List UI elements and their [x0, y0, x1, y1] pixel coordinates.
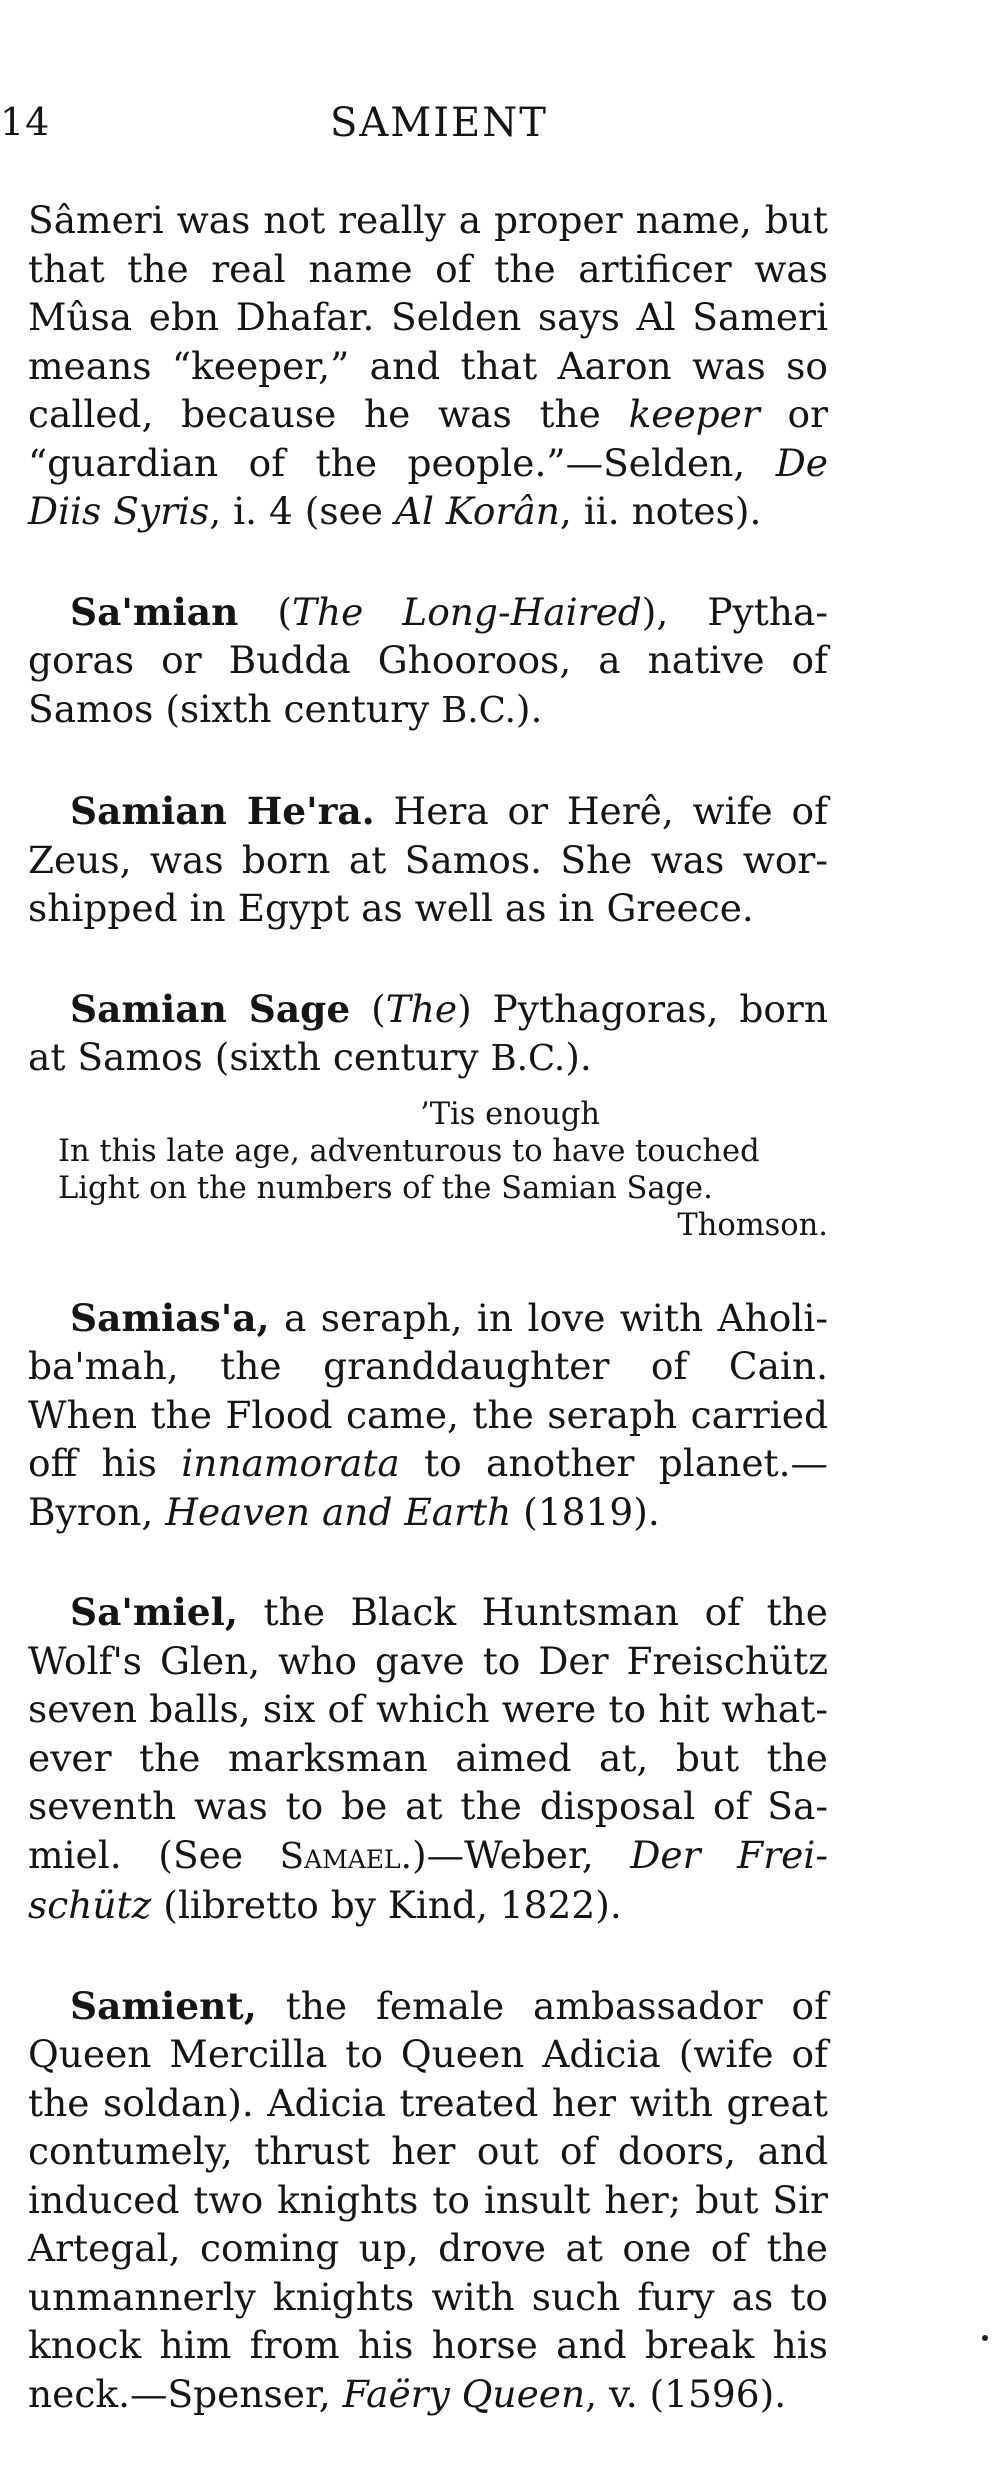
entry-text: )—Weber,: [411, 1832, 631, 1877]
verse-quotation: [58, 1096, 828, 1244]
entry-italic: The: [385, 986, 458, 1031]
entry-samiel: [28, 1588, 828, 1930]
entry-italic: Der Freischütz: [28, 1832, 828, 1927]
entry-headword: Samias'a,: [70, 1295, 270, 1340]
entry-text: ), Pythagoras or Budda Ghooroos, a native of Samos (sixth century: [28, 589, 828, 731]
page-header: [0, 100, 1000, 160]
entry-text: ).: [565, 1035, 592, 1079]
quote-line: In this late age, adventurous to have touched: [58, 1133, 760, 1169]
entry-small-caps: B.C.: [490, 1038, 566, 1079]
entry-text: Hera or Herê, wife of Zeus, was born at Samos. She was worshipped in Egypt as well as in Greece.: [28, 789, 828, 930]
entry-text: the Black Huntsman of the Wolf's Glen, who gave to Der Freischütz seven balls, six of which were to hit whatever the marksman aimed at, but the seventh was to be at the disposal of Samiel. (See: [28, 1590, 828, 1877]
entry-headword: Samian Sage: [70, 986, 351, 1031]
entry-text: (1819).: [511, 1489, 660, 1534]
quote-line: ’Tis enough: [420, 1096, 601, 1132]
entry-samian-sage: [28, 985, 828, 1084]
entry-italic: Heaven and Earth: [165, 1489, 512, 1534]
entry-italic: Faëry Queen: [342, 2371, 586, 2416]
entry-samiasa: [28, 1294, 828, 1537]
entry-text: (libretto by Kind, 1822).: [151, 1883, 622, 1927]
entry-headword: Sa'miel,: [70, 1590, 238, 1634]
entry-sameri-continued: [28, 196, 828, 536]
entry-text: or “guardian of the people.”—Selden,: [28, 392, 828, 485]
entry-headword: Samian He'ra.: [70, 789, 375, 833]
page-body: [28, 196, 828, 2470]
entry-samian-hera: [28, 787, 828, 933]
entry-text: , i. 4 (see: [209, 489, 395, 533]
entry-italic: The Long-Haired: [291, 589, 642, 634]
entry-text: (: [238, 589, 292, 634]
margin-dot: [982, 2335, 988, 2341]
entry-text: the female ambassador of Queen Mercilla to Queen Adicia (wife of the soldan). Adicia treated her with great contumely, thrust her out of doors, and induced two knights to insult her; but Sir Artegal, coming up, drove at one of the unmannerly knights with such fury as to knock him from his horse and break his neck.—Spenser,: [28, 1983, 828, 2416]
page-number: 14: [0, 100, 51, 144]
entry-text: to another planet.—Byron,: [28, 1441, 828, 1534]
entry-small-caps: B.C.: [441, 689, 516, 731]
entry-samian: [28, 588, 828, 736]
entry-small-caps: Samael.: [279, 1835, 412, 1877]
entry-italic: De Diis Syris: [28, 440, 828, 533]
entry-headword: Sa'mian: [70, 589, 239, 634]
entry-italic: keeper: [628, 392, 760, 436]
quote-line: Light on the numbers of the Samian Sage.: [58, 1170, 713, 1206]
entry-italic: Al Korân: [394, 489, 560, 533]
entry-text: a seraph, in love with Aholiba'mah, the granddaughter of Cain. When the Flood came, the seraph carried off his: [28, 1295, 828, 1485]
entry-samient: [28, 1982, 828, 2419]
entry-text: , ii. notes).: [559, 489, 762, 533]
entry-headword: Samient,: [70, 1983, 257, 2028]
entry-text: ) Pythagoras, born at Samos (sixth century: [28, 986, 828, 1079]
running-title: SAMIENT: [330, 100, 548, 146]
entry-text: Sâmeri was not really a proper name, but that the real name of the artificer was Mûsa ebn Dhafar. Selden says Al Sameri means “keeper,” and that Aaron was so called, because he was the: [28, 198, 828, 436]
entry-text: (: [350, 986, 386, 1031]
quote-attribution: Thomson.: [677, 1207, 828, 1243]
entry-italic: innamorata: [181, 1441, 400, 1485]
entry-text: ).: [515, 686, 543, 731]
entry-text: , v. (1596).: [585, 2371, 787, 2416]
